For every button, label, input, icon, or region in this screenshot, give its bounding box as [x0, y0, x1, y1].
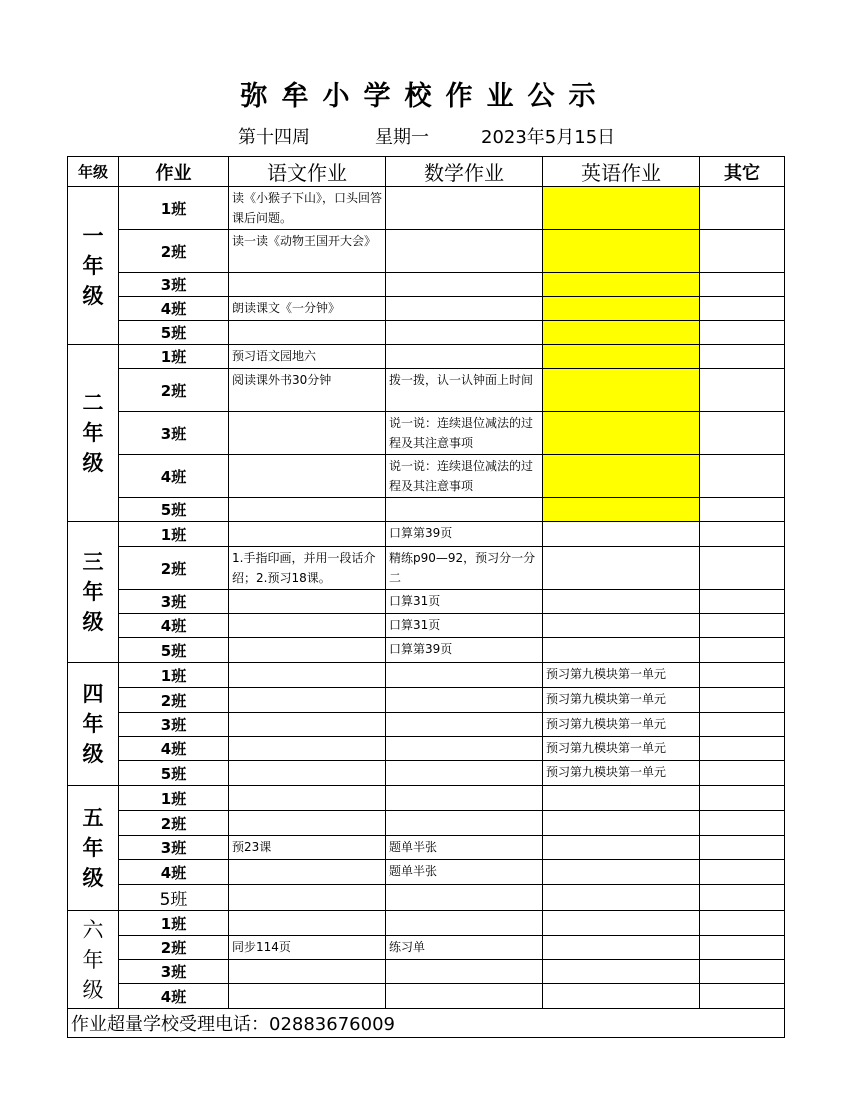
chinese-homework-cell — [229, 885, 386, 911]
table-row — [68, 297, 785, 321]
math-homework-cell — [386, 297, 543, 321]
grade-label: 二 年 级 — [68, 345, 119, 522]
english-homework-cell — [543, 984, 700, 1009]
chinese-homework-cell — [229, 498, 386, 522]
chinese-homework-cell — [229, 321, 386, 345]
class-label: 2班 — [119, 688, 229, 713]
english-homework-cell — [543, 345, 700, 369]
chinese-homework-cell — [229, 273, 386, 297]
table-row — [68, 811, 785, 836]
english-homework-cell — [543, 187, 700, 230]
homework-table — [67, 156, 785, 1038]
class-label: 1班 — [119, 786, 229, 811]
math-homework-cell: 口算第39页 — [386, 522, 543, 547]
chinese-homework-cell — [229, 860, 386, 885]
english-homework-cell — [543, 786, 700, 811]
other-homework-cell — [700, 273, 785, 297]
math-homework-cell — [386, 345, 543, 369]
other-homework-cell — [700, 522, 785, 547]
class-label: 3班 — [119, 836, 229, 860]
other-homework-cell — [700, 614, 785, 638]
table-row — [68, 498, 785, 522]
english-homework-cell — [543, 811, 700, 836]
math-homework-cell: 题单半张 — [386, 860, 543, 885]
class-label: 5班 — [119, 761, 229, 786]
table-row — [68, 984, 785, 1009]
class-label: 3班 — [119, 273, 229, 297]
other-homework-cell — [700, 960, 785, 984]
grade-label: 三 年 级 — [68, 522, 119, 663]
other-homework-cell — [700, 498, 785, 522]
english-homework-cell — [543, 960, 700, 984]
english-homework-cell — [543, 412, 700, 455]
table-row — [68, 522, 785, 547]
table-row — [68, 412, 785, 455]
other-homework-cell — [700, 860, 785, 885]
chinese-homework-cell — [229, 663, 386, 688]
table-row — [68, 836, 785, 860]
class-label: 5班 — [119, 885, 229, 911]
class-label: 2班 — [119, 547, 229, 590]
other-homework-cell — [700, 663, 785, 688]
english-homework-cell: 预习第九模块第一单元 — [543, 761, 700, 786]
class-label: 4班 — [119, 860, 229, 885]
other-homework-cell — [700, 638, 785, 663]
chinese-homework-cell: 同步114页 — [229, 936, 386, 960]
chinese-homework-cell — [229, 761, 386, 786]
math-homework-cell — [386, 230, 543, 273]
homework-header: 作业 — [119, 157, 229, 187]
class-label: 5班 — [119, 498, 229, 522]
table-row — [68, 369, 785, 412]
class-label: 2班 — [119, 936, 229, 960]
page-title: 弥牟小学校作业公示 — [240, 81, 610, 112]
math-homework-cell — [386, 984, 543, 1009]
chinese-homework-cell — [229, 522, 386, 547]
chinese-homework-cell — [229, 737, 386, 761]
other-homework-cell — [700, 321, 785, 345]
math-homework-cell — [386, 786, 543, 811]
class-label: 4班 — [119, 297, 229, 321]
other-homework-cell — [700, 911, 785, 936]
chinese-homework-cell — [229, 960, 386, 984]
class-label: 1班 — [119, 911, 229, 936]
math-homework-cell: 口算第39页 — [386, 638, 543, 663]
english-homework-cell — [543, 522, 700, 547]
math-homework-cell: 拨一拨，认一认钟面上时间 — [386, 369, 543, 412]
math-homework-cell — [386, 737, 543, 761]
table-row — [68, 345, 785, 369]
english-homework-cell — [543, 911, 700, 936]
chinese-homework-cell — [229, 614, 386, 638]
math-homework-cell: 口算31页 — [386, 614, 543, 638]
math-homework-cell: 精练p90—92，预习分一分二 — [386, 547, 543, 590]
other-homework-cell — [700, 836, 785, 860]
chinese-header: 语文作业 — [229, 157, 386, 187]
english-homework-cell — [543, 230, 700, 273]
chinese-homework-cell — [229, 811, 386, 836]
chinese-homework-cell — [229, 786, 386, 811]
grade-label: 一 年 级 — [68, 187, 119, 345]
english-homework-cell — [543, 614, 700, 638]
other-homework-cell — [700, 297, 785, 321]
math-homework-cell — [386, 187, 543, 230]
other-homework-cell — [700, 590, 785, 614]
english-homework-cell — [543, 885, 700, 911]
chinese-homework-cell: 1.手指印画，并用一段话介绍；2.预习18课。 — [229, 547, 386, 590]
header-row — [68, 157, 785, 187]
date: 2023年5月15日 — [481, 127, 616, 148]
class-label: 5班 — [119, 638, 229, 663]
chinese-homework-cell: 读一读《动物王国开大会》 — [229, 230, 386, 273]
english-homework-cell — [543, 297, 700, 321]
grade-label: 四 年 级 — [68, 663, 119, 786]
chinese-homework-cell — [229, 638, 386, 663]
other-homework-cell — [700, 412, 785, 455]
grade-label: 五 年 级 — [68, 786, 119, 911]
english-homework-cell — [543, 498, 700, 522]
chinese-homework-cell — [229, 455, 386, 498]
complaint-hotline: 作业超量学校受理电话：02883676009 — [68, 1009, 785, 1038]
other-homework-cell — [700, 984, 785, 1009]
class-label: 2班 — [119, 230, 229, 273]
class-label: 2班 — [119, 369, 229, 412]
table-row — [68, 911, 785, 936]
footer-row — [68, 1009, 785, 1038]
class-label: 4班 — [119, 984, 229, 1009]
table-row — [68, 761, 785, 786]
english-homework-cell — [543, 455, 700, 498]
class-label: 4班 — [119, 455, 229, 498]
chinese-homework-cell: 预23课 — [229, 836, 386, 860]
table-row — [68, 960, 785, 984]
chinese-homework-cell — [229, 412, 386, 455]
math-homework-cell: 练习单 — [386, 936, 543, 960]
class-label: 4班 — [119, 614, 229, 638]
math-homework-cell — [386, 911, 543, 936]
other-homework-cell — [700, 547, 785, 590]
table-row — [68, 547, 785, 590]
table-row — [68, 321, 785, 345]
table-row — [68, 786, 785, 811]
math-homework-cell — [386, 321, 543, 345]
math-homework-cell — [386, 663, 543, 688]
week-number: 第十四周 — [238, 127, 310, 148]
other-homework-cell — [700, 369, 785, 412]
table-row — [68, 614, 785, 638]
english-homework-cell — [543, 936, 700, 960]
table-row — [68, 230, 785, 273]
math-homework-cell — [386, 688, 543, 713]
table-row — [68, 273, 785, 297]
table-row — [68, 885, 785, 911]
math-homework-cell — [386, 713, 543, 737]
table-row — [68, 737, 785, 761]
english-homework-cell — [543, 860, 700, 885]
class-label: 3班 — [119, 960, 229, 984]
english-homework-cell: 预习第九模块第一单元 — [543, 688, 700, 713]
grade-header: 年级 — [68, 157, 119, 187]
math-header: 数学作业 — [386, 157, 543, 187]
math-homework-cell: 说一说：连续退位减法的过程及其注意事项 — [386, 455, 543, 498]
class-label: 1班 — [119, 345, 229, 369]
other-homework-cell — [700, 187, 785, 230]
math-homework-cell: 口算31页 — [386, 590, 543, 614]
chinese-homework-cell: 朗读课文《一分钟》 — [229, 297, 386, 321]
other-homework-cell — [700, 885, 785, 911]
english-homework-cell — [543, 547, 700, 590]
class-label: 5班 — [119, 321, 229, 345]
table-row — [68, 455, 785, 498]
math-homework-cell: 说一说：连续退位减法的过程及其注意事项 — [386, 412, 543, 455]
chinese-homework-cell: 读《小猴子下山》，口头回答课后问题。 — [229, 187, 386, 230]
other-homework-cell — [700, 737, 785, 761]
table-row — [68, 688, 785, 713]
english-homework-cell: 预习第九模块第一单元 — [543, 737, 700, 761]
chinese-homework-cell: 预习语文园地六 — [229, 345, 386, 369]
class-label: 3班 — [119, 713, 229, 737]
english-homework-cell — [543, 638, 700, 663]
math-homework-cell — [386, 960, 543, 984]
other-homework-cell — [700, 345, 785, 369]
class-label: 1班 — [119, 187, 229, 230]
english-homework-cell — [543, 369, 700, 412]
table-row — [68, 590, 785, 614]
chinese-homework-cell — [229, 688, 386, 713]
other-homework-cell — [700, 761, 785, 786]
math-homework-cell — [386, 498, 543, 522]
other-homework-cell — [700, 713, 785, 737]
math-homework-cell: 题单半张 — [386, 836, 543, 860]
grade-label: 六 年 级 — [68, 911, 119, 1009]
math-homework-cell — [386, 885, 543, 911]
table-row — [68, 936, 785, 960]
english-homework-cell — [543, 321, 700, 345]
other-homework-cell — [700, 230, 785, 273]
other-header: 其它 — [700, 157, 785, 187]
other-homework-cell — [700, 811, 785, 836]
english-homework-cell: 预习第九模块第一单元 — [543, 713, 700, 737]
other-homework-cell — [700, 455, 785, 498]
class-label: 3班 — [119, 590, 229, 614]
chinese-homework-cell — [229, 590, 386, 614]
english-header: 英语作业 — [543, 157, 700, 187]
class-label: 3班 — [119, 412, 229, 455]
class-label: 4班 — [119, 737, 229, 761]
chinese-homework-cell — [229, 984, 386, 1009]
table-row — [68, 713, 785, 737]
table-row — [68, 638, 785, 663]
english-homework-cell — [543, 273, 700, 297]
weekday: 星期一 — [375, 127, 429, 148]
class-label: 2班 — [119, 811, 229, 836]
chinese-homework-cell — [229, 911, 386, 936]
chinese-homework-cell — [229, 713, 386, 737]
english-homework-cell: 预习第九模块第一单元 — [543, 663, 700, 688]
math-homework-cell — [386, 811, 543, 836]
other-homework-cell — [700, 786, 785, 811]
class-label: 1班 — [119, 522, 229, 547]
english-homework-cell — [543, 590, 700, 614]
class-label: 1班 — [119, 663, 229, 688]
other-homework-cell — [700, 688, 785, 713]
chinese-homework-cell: 阅读课外书30分钟 — [229, 369, 386, 412]
english-homework-cell — [543, 836, 700, 860]
math-homework-cell — [386, 273, 543, 297]
table-row — [68, 663, 785, 688]
table-row — [68, 860, 785, 885]
other-homework-cell — [700, 936, 785, 960]
math-homework-cell — [386, 761, 543, 786]
table-row — [68, 187, 785, 230]
